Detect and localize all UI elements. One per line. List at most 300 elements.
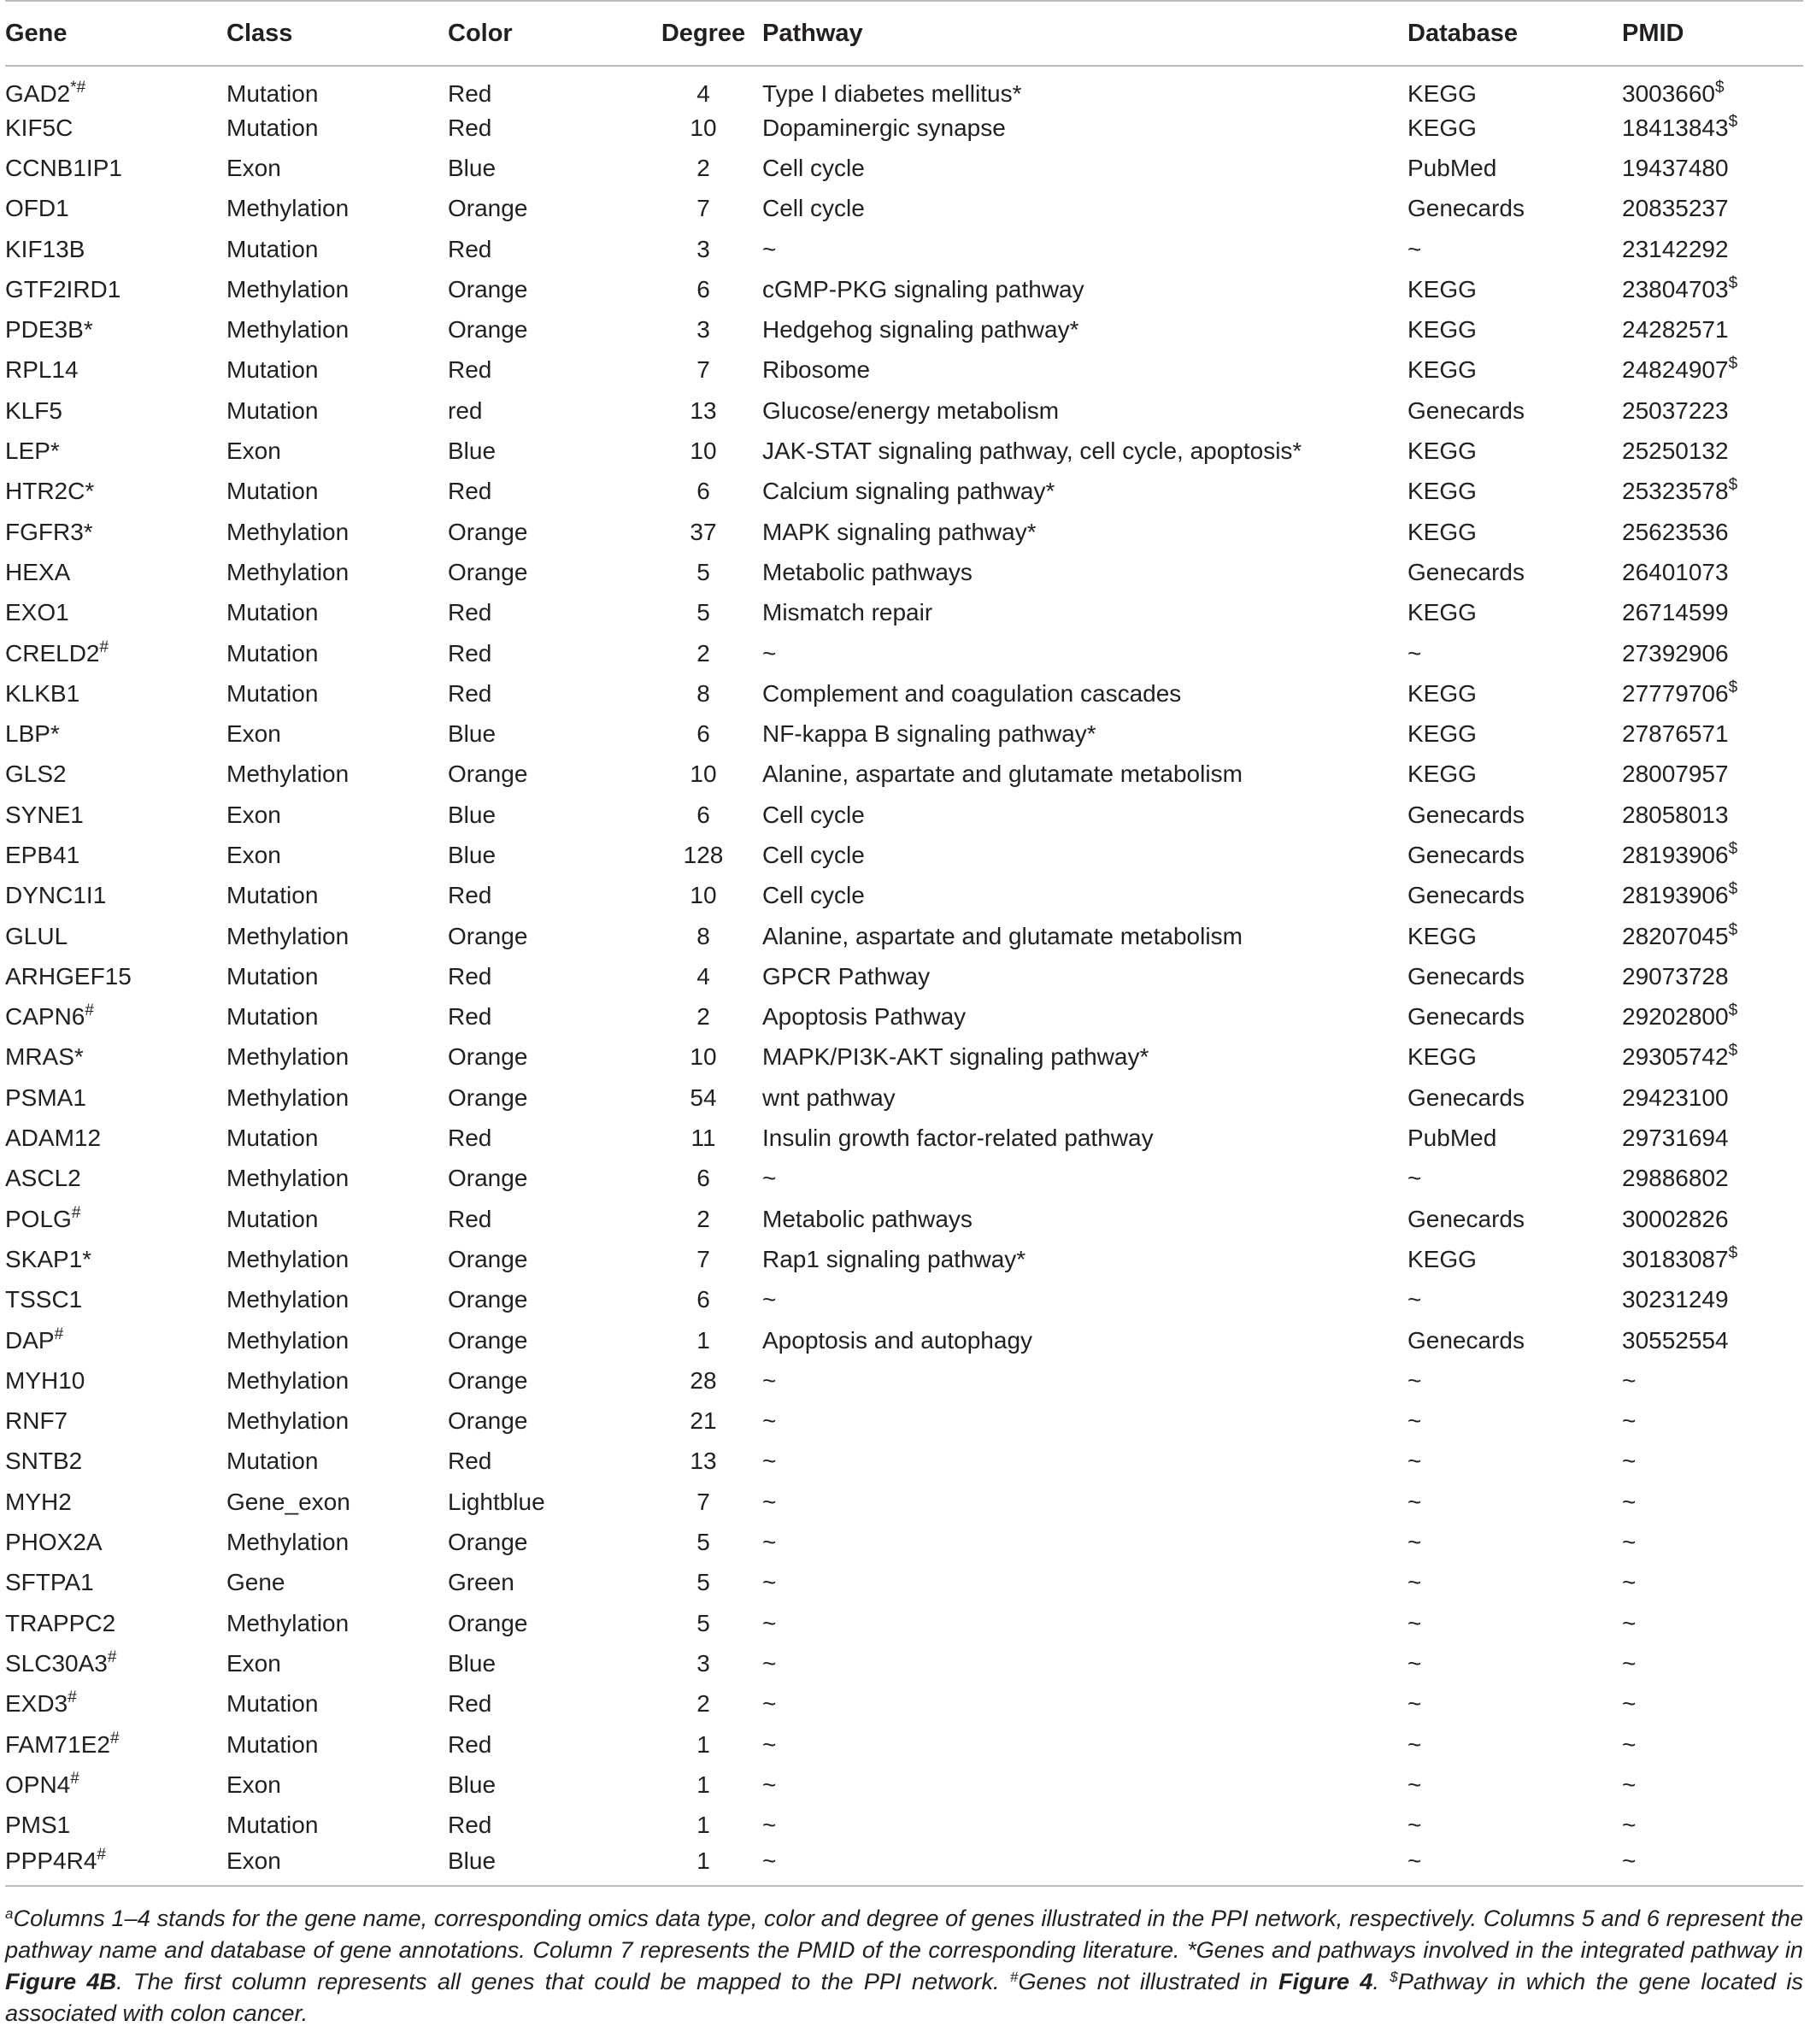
gene-cell-footnote-marker: # xyxy=(54,1324,64,1343)
gene-cell xyxy=(5,148,226,188)
class-cell xyxy=(226,1563,448,1603)
color-cell xyxy=(448,431,644,471)
color-cell xyxy=(448,1805,644,1845)
database-cell-text: KEGG xyxy=(1407,1043,1477,1071)
class-cell-text: Mutation xyxy=(226,114,319,141)
pmid-cell xyxy=(1622,189,1803,229)
gene-cell-text: MRAS* xyxy=(5,1043,84,1071)
pmid-cell xyxy=(1622,1118,1803,1158)
gene-cell-text: OFD1 xyxy=(5,195,69,222)
pmid-cell xyxy=(1622,1482,1803,1522)
class-cell-text: Mutation xyxy=(226,1690,319,1718)
gene-cell-text: CAPN6 xyxy=(5,1003,85,1031)
color-cell xyxy=(448,66,644,108)
pmid-cell-text: ~ xyxy=(1622,1690,1637,1718)
database-cell-text: Genecards xyxy=(1407,841,1525,868)
class-cell xyxy=(226,916,448,956)
pmid-cell-text: 3003660 xyxy=(1622,80,1716,107)
pathway-cell-text: ~ xyxy=(762,639,777,667)
degree-cell xyxy=(644,229,762,269)
degree-cell-text: 6 xyxy=(696,801,710,828)
database-cell xyxy=(1407,108,1622,148)
class-cell xyxy=(226,1805,448,1845)
gene-cell xyxy=(5,593,226,633)
pmid-cell-text: ~ xyxy=(1622,1609,1637,1636)
pathway-cell xyxy=(762,269,1407,309)
pmid-cell-footnote-marker: $ xyxy=(1728,678,1738,696)
color-cell-text: Red xyxy=(448,599,492,626)
degree-cell xyxy=(644,795,762,835)
pathway-cell-text: ~ xyxy=(762,1771,777,1798)
database-cell xyxy=(1407,755,1622,795)
color-cell xyxy=(448,269,644,309)
database-cell xyxy=(1407,1280,1622,1320)
gene-cell-text: KLKB1 xyxy=(5,679,80,707)
pmid-cell xyxy=(1622,1684,1803,1724)
header-database: Database xyxy=(1407,1,1622,66)
pmid-cell-text: 24824907 xyxy=(1622,356,1729,384)
gene-cell xyxy=(5,755,226,795)
pmid-cell xyxy=(1622,269,1803,309)
gene-cell xyxy=(5,1401,226,1442)
pathway-cell xyxy=(762,755,1407,795)
database-cell xyxy=(1407,593,1622,633)
class-cell-text: Mutation xyxy=(226,639,319,667)
degree-cell-text: 1 xyxy=(696,1771,710,1798)
pathway-cell-text: ~ xyxy=(762,1488,777,1515)
table-row xyxy=(5,189,1803,229)
gene-cell-text: HEXA xyxy=(5,558,71,585)
pathway-cell-text: ~ xyxy=(762,1407,777,1435)
pathway-cell xyxy=(762,391,1407,431)
pathway-cell xyxy=(762,309,1407,349)
gene-cell-text: LEP* xyxy=(5,438,60,465)
class-cell-text: Gene xyxy=(226,1569,285,1596)
database-cell xyxy=(1407,795,1622,835)
header-pmid: PMID xyxy=(1622,1,1803,66)
degree-cell-text: 5 xyxy=(696,1529,710,1556)
figure-4-reference[interactable]: Figure 4 xyxy=(1278,1968,1373,1994)
gene-cell xyxy=(5,1199,226,1239)
table-row xyxy=(5,633,1803,673)
pathway-cell xyxy=(762,1603,1407,1643)
class-cell-text: Methylation xyxy=(226,1326,350,1354)
gene-cell xyxy=(5,108,226,148)
class-cell-text: Methylation xyxy=(226,1084,350,1111)
class-cell-text: Mutation xyxy=(226,396,319,424)
class-cell xyxy=(226,552,448,592)
class-cell xyxy=(226,755,448,795)
color-cell-text: Blue xyxy=(448,720,497,748)
table-row xyxy=(5,1442,1803,1482)
table-row xyxy=(5,795,1803,835)
class-cell xyxy=(226,431,448,471)
degree-cell xyxy=(644,1280,762,1320)
gene-cell xyxy=(5,997,226,1037)
color-cell xyxy=(448,795,644,835)
class-cell-text: Methylation xyxy=(226,558,350,585)
gene-cell xyxy=(5,229,226,269)
color-cell xyxy=(448,1482,644,1522)
gene-cell-text: SFTPA1 xyxy=(5,1569,94,1596)
pathway-cell-text: JAK-STAT signaling pathway, cell cycle, apoptosis* xyxy=(762,438,1302,465)
table-row xyxy=(5,835,1803,875)
color-cell-text: Red xyxy=(448,639,492,667)
color-cell xyxy=(448,1563,644,1603)
color-cell xyxy=(448,1765,644,1805)
degree-cell xyxy=(644,1360,762,1401)
table-row xyxy=(5,1118,1803,1158)
degree-cell xyxy=(644,1239,762,1279)
class-cell-text: Exon xyxy=(226,1771,281,1798)
class-cell-text: Methylation xyxy=(226,1609,350,1636)
class-cell xyxy=(226,472,448,512)
pmid-cell-text: ~ xyxy=(1622,1488,1637,1515)
gene-cell xyxy=(5,714,226,754)
color-cell-text: Lightblue xyxy=(448,1488,545,1515)
pmid-cell-text: 28193906 xyxy=(1622,841,1729,868)
gene-cell-text: ARHGEF15 xyxy=(5,962,132,990)
database-cell xyxy=(1407,391,1622,431)
database-cell xyxy=(1407,1442,1622,1482)
gene-cell-text: CRELD2 xyxy=(5,639,100,667)
color-cell-text: Blue xyxy=(448,154,497,181)
color-cell-text: Orange xyxy=(448,195,528,222)
pathway-cell xyxy=(762,148,1407,188)
table-row xyxy=(5,1159,1803,1199)
pmid-cell-text: 20835237 xyxy=(1622,195,1729,222)
gene-cell-footnote-marker: # xyxy=(68,1689,77,1707)
database-cell-text: ~ xyxy=(1407,639,1422,667)
database-cell-text: KEGG xyxy=(1407,720,1477,748)
color-cell xyxy=(448,1280,644,1320)
class-cell xyxy=(226,1199,448,1239)
gene-cell xyxy=(5,189,226,229)
color-cell xyxy=(448,148,644,188)
class-cell-text: Methylation xyxy=(226,1245,350,1272)
degree-cell-text: 3 xyxy=(696,316,710,344)
pathway-cell-text: Apoptosis Pathway xyxy=(762,1003,967,1031)
pathway-cell-text: Cell cycle xyxy=(762,154,865,181)
degree-cell-text: 13 xyxy=(690,396,717,424)
pathway-cell xyxy=(762,1280,1407,1320)
database-cell xyxy=(1407,472,1622,512)
pmid-cell xyxy=(1622,1199,1803,1239)
pmid-cell-text: ~ xyxy=(1622,1649,1637,1677)
pathway-cell-text: ~ xyxy=(762,1847,777,1874)
gene-cell-text: RNF7 xyxy=(5,1407,68,1435)
class-cell xyxy=(226,1522,448,1562)
database-cell-text: ~ xyxy=(1407,235,1422,262)
class-cell-text: Mutation xyxy=(226,235,319,262)
database-cell xyxy=(1407,1401,1622,1442)
class-cell xyxy=(226,1037,448,1078)
gene-cell xyxy=(5,66,226,108)
gene-cell xyxy=(5,1280,226,1320)
pmid-cell-text: 27779706 xyxy=(1622,679,1729,707)
pathway-cell-text: Apoptosis and autophagy xyxy=(762,1326,1033,1354)
degree-cell-text: 10 xyxy=(690,1043,717,1071)
database-cell-text: ~ xyxy=(1407,1569,1422,1596)
gene-cell xyxy=(5,431,226,471)
degree-cell-text: 1 xyxy=(696,1812,710,1839)
database-cell xyxy=(1407,1360,1622,1401)
class-cell xyxy=(226,835,448,875)
gene-cell xyxy=(5,1846,226,1886)
class-cell-text: Methylation xyxy=(226,761,350,788)
database-cell-text: PubMed xyxy=(1407,1125,1497,1152)
database-cell xyxy=(1407,1684,1622,1724)
pathway-cell xyxy=(762,1482,1407,1522)
color-cell xyxy=(448,512,644,552)
degree-cell xyxy=(644,1643,762,1683)
pathway-cell xyxy=(762,1199,1407,1239)
color-cell xyxy=(448,1846,644,1886)
class-cell xyxy=(226,1401,448,1442)
header-gene: Gene xyxy=(5,1,226,66)
gene-cell xyxy=(5,633,226,673)
class-cell xyxy=(226,1118,448,1158)
degree-cell-text: 2 xyxy=(696,1003,710,1031)
degree-cell xyxy=(644,391,762,431)
gene-cell-text: GLUL xyxy=(5,922,68,949)
degree-cell xyxy=(644,997,762,1037)
gene-cell xyxy=(5,1118,226,1158)
color-cell xyxy=(448,1320,644,1360)
gene-cell-text: FGFR3* xyxy=(5,518,93,545)
color-cell xyxy=(448,1159,644,1199)
pathway-cell-text: ~ xyxy=(762,1165,777,1192)
gene-cell xyxy=(5,1684,226,1724)
table-row xyxy=(5,1846,1803,1886)
database-cell xyxy=(1407,956,1622,996)
pathway-cell-text: ~ xyxy=(762,1609,777,1636)
class-cell xyxy=(226,1239,448,1279)
gene-cell-text: OPN4 xyxy=(5,1771,71,1798)
degree-cell-text: 1 xyxy=(696,1326,710,1354)
pmid-cell-text: 25250132 xyxy=(1622,438,1729,465)
pmid-cell xyxy=(1622,1360,1803,1401)
database-cell xyxy=(1407,714,1622,754)
degree-cell-text: 7 xyxy=(696,1245,710,1272)
degree-cell-text: 8 xyxy=(696,922,710,949)
color-cell-text: Orange xyxy=(448,761,528,788)
gene-cell-text: EXO1 xyxy=(5,599,69,626)
degree-cell xyxy=(644,1805,762,1845)
pathway-cell xyxy=(762,1724,1407,1765)
table-row xyxy=(5,1078,1803,1118)
pmid-cell-text: ~ xyxy=(1622,1847,1637,1874)
pathway-cell-text: Mismatch repair xyxy=(762,599,933,626)
class-cell xyxy=(226,1643,448,1683)
database-cell-text: ~ xyxy=(1407,1812,1422,1839)
gene-cell xyxy=(5,795,226,835)
gene-cell-text: HTR2C* xyxy=(5,478,95,505)
color-cell-text: Blue xyxy=(448,841,497,868)
pathway-cell-text: ~ xyxy=(762,1730,777,1758)
degree-cell-text: 6 xyxy=(696,720,710,748)
degree-cell-text: 2 xyxy=(696,1690,710,1718)
degree-cell-text: 6 xyxy=(696,1286,710,1313)
degree-cell xyxy=(644,472,762,512)
table-row xyxy=(5,1401,1803,1442)
gene-cell xyxy=(5,1643,226,1683)
database-cell xyxy=(1407,1078,1622,1118)
gene-cell xyxy=(5,1078,226,1118)
table-row xyxy=(5,714,1803,754)
table-row xyxy=(5,1482,1803,1522)
pathway-cell-text: Cell cycle xyxy=(762,195,865,222)
color-cell xyxy=(448,755,644,795)
degree-cell xyxy=(644,1118,762,1158)
class-cell xyxy=(226,1280,448,1320)
table-row xyxy=(5,472,1803,512)
color-cell-text: Red xyxy=(448,882,492,909)
pmid-cell xyxy=(1622,1846,1803,1886)
gene-cell xyxy=(5,1320,226,1360)
degree-cell xyxy=(644,956,762,996)
footnote-marker-hash: # xyxy=(1009,1969,1019,1985)
class-cell xyxy=(226,714,448,754)
color-cell-text: Orange xyxy=(448,1286,528,1313)
class-cell-text: Methylation xyxy=(226,316,350,344)
color-cell xyxy=(448,633,644,673)
degree-cell xyxy=(644,1563,762,1603)
pmid-cell-text: 30002826 xyxy=(1622,1205,1729,1232)
database-cell-text: ~ xyxy=(1407,1366,1422,1394)
pathway-cell-text: MAPK/PI3K-AKT signaling pathway* xyxy=(762,1043,1149,1071)
gene-cell-text: SLC30A3 xyxy=(5,1649,108,1677)
gene-cell-text: DYNC1I1 xyxy=(5,882,107,909)
header-degree: Degree xyxy=(644,1,762,66)
table-row xyxy=(5,1563,1803,1603)
color-cell-text: Orange xyxy=(448,1165,528,1192)
degree-cell xyxy=(644,552,762,592)
pathway-cell xyxy=(762,876,1407,916)
color-cell xyxy=(448,391,644,431)
pmid-cell xyxy=(1622,108,1803,148)
pathway-cell-text: ~ xyxy=(762,1569,777,1596)
table-row xyxy=(5,1522,1803,1562)
pmid-cell xyxy=(1622,714,1803,754)
pmid-cell xyxy=(1622,1643,1803,1683)
pmid-cell-text: 28193906 xyxy=(1622,882,1729,909)
database-cell xyxy=(1407,1320,1622,1360)
database-cell-text: Genecards xyxy=(1407,396,1525,424)
table-row xyxy=(5,309,1803,349)
degree-cell-text: 128 xyxy=(683,841,724,868)
database-cell xyxy=(1407,1239,1622,1279)
database-cell xyxy=(1407,1199,1622,1239)
pathway-cell-text: Rap1 signaling pathway* xyxy=(762,1245,1026,1272)
header-color: Color xyxy=(448,1,644,66)
database-cell xyxy=(1407,633,1622,673)
footnote-text-3: Genes not illustrated in xyxy=(1018,1968,1278,1994)
class-cell-text: Mutation xyxy=(226,478,319,505)
class-cell xyxy=(226,1765,448,1805)
table-row xyxy=(5,593,1803,633)
pmid-cell-text: 19437480 xyxy=(1622,154,1729,181)
degree-cell-text: 28 xyxy=(690,1366,717,1394)
degree-cell-text: 37 xyxy=(690,518,717,545)
color-cell-text: Orange xyxy=(448,316,528,344)
pathway-cell-text: NF-kappa B signaling pathway* xyxy=(762,720,1096,748)
degree-cell xyxy=(644,755,762,795)
pathway-cell-text: Hedgehog signaling pathway* xyxy=(762,316,1079,344)
gene-cell-text: TRAPPC2 xyxy=(5,1609,116,1636)
degree-cell xyxy=(644,1078,762,1118)
pathway-cell xyxy=(762,350,1407,391)
gene-cell-text: DAP xyxy=(5,1326,55,1354)
pmid-cell-text: 30183087 xyxy=(1622,1245,1729,1272)
class-cell xyxy=(226,593,448,633)
degree-cell xyxy=(644,309,762,349)
degree-cell xyxy=(644,189,762,229)
database-cell xyxy=(1407,835,1622,875)
pathway-cell-text: ~ xyxy=(762,1690,777,1718)
database-cell xyxy=(1407,512,1622,552)
color-cell xyxy=(448,1522,644,1562)
pmid-cell-text: ~ xyxy=(1622,1448,1637,1475)
degree-cell xyxy=(644,1401,762,1442)
pathway-cell xyxy=(762,1442,1407,1482)
color-cell xyxy=(448,309,644,349)
degree-cell-text: 2 xyxy=(696,154,710,181)
pmid-cell-text: ~ xyxy=(1622,1730,1637,1758)
color-cell-text: Blue xyxy=(448,801,497,828)
pmid-cell-text: 25037223 xyxy=(1622,396,1729,424)
pmid-cell xyxy=(1622,876,1803,916)
pmid-cell-footnote-marker: $ xyxy=(1728,112,1738,131)
degree-cell-text: 8 xyxy=(696,679,710,707)
pmid-cell xyxy=(1622,1442,1803,1482)
gene-cell xyxy=(5,1360,226,1401)
table-row xyxy=(5,66,1803,108)
color-cell xyxy=(448,1724,644,1765)
pmid-cell-text: 25323578 xyxy=(1622,478,1729,505)
pathway-cell xyxy=(762,1643,1407,1683)
database-cell xyxy=(1407,552,1622,592)
table-row xyxy=(5,1684,1803,1724)
pmid-cell-text: 23804703 xyxy=(1622,275,1729,302)
degree-cell xyxy=(644,350,762,391)
color-cell-text: Orange xyxy=(448,275,528,302)
database-cell-text: Genecards xyxy=(1407,1003,1525,1031)
gene-cell xyxy=(5,1037,226,1078)
pathway-cell-text: wnt pathway xyxy=(762,1084,896,1111)
color-cell xyxy=(448,956,644,996)
color-cell-text: Red xyxy=(448,1205,492,1232)
color-cell-text: Orange xyxy=(448,1084,528,1111)
gene-cell-text: SKAP1* xyxy=(5,1245,92,1272)
pathway-cell xyxy=(762,1846,1407,1886)
pathway-cell xyxy=(762,997,1407,1037)
pathway-cell xyxy=(762,108,1407,148)
class-cell-text: Exon xyxy=(226,841,281,868)
color-cell-text: Orange xyxy=(448,518,528,545)
figure-4b-reference[interactable]: Figure 4B xyxy=(5,1968,117,1994)
pathway-cell xyxy=(762,1805,1407,1845)
pmid-cell-text: 24282571 xyxy=(1622,316,1729,344)
gene-cell-footnote-marker: # xyxy=(99,637,109,656)
table-row xyxy=(5,876,1803,916)
header-class: Class xyxy=(226,1,448,66)
pmid-cell-footnote-marker: $ xyxy=(1728,273,1738,292)
class-cell xyxy=(226,956,448,996)
color-cell-text: Red xyxy=(448,1812,492,1839)
degree-cell-text: 6 xyxy=(696,1165,710,1192)
table-row xyxy=(5,755,1803,795)
